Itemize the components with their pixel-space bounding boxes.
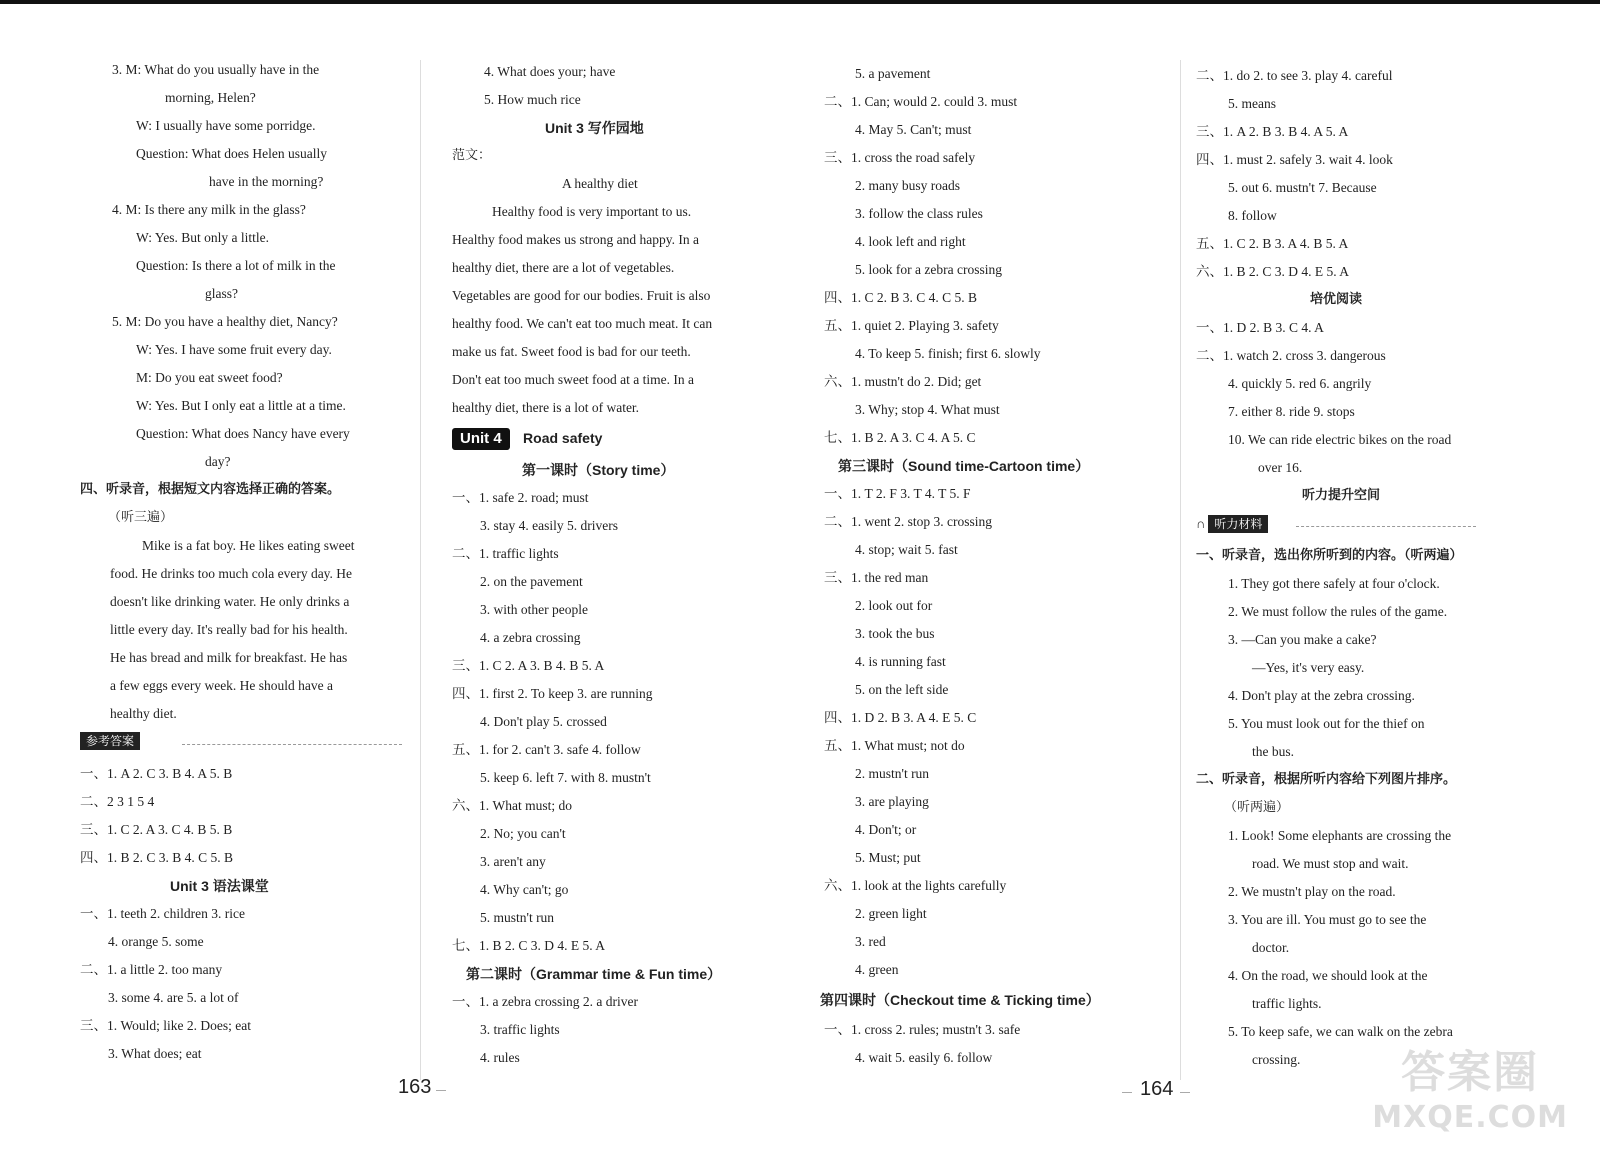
answer-line: 5. look for a zebra crossing: [855, 262, 1002, 277]
answer-line: 4. To keep 5. finish; first 6. slowly: [855, 346, 1041, 361]
top-border: [0, 0, 1600, 4]
answer-line: 5. means: [1228, 96, 1276, 111]
essay-line: make us fat. Sweet food is bad for our teeth.: [452, 344, 691, 359]
answer-line: 3. took the bus: [855, 626, 935, 641]
answer-line: 2. green light: [855, 906, 927, 921]
column-divider: [1180, 60, 1181, 1080]
answer-line: 二、1. watch 2. cross 3. dangerous: [1196, 348, 1386, 363]
answer-key-label: 参考答案: [80, 732, 140, 750]
answer-line: 7. either 8. ride 9. stops: [1228, 404, 1355, 419]
answer-line: 5. on the left side: [855, 682, 949, 697]
text-line: little every day. It's really bad for his health.: [110, 622, 348, 637]
watermark-logo: [1372, 1036, 1568, 1135]
answer-line: 一、1. safe 2. road; must: [452, 490, 589, 505]
answer-line: 七、1. B 2. A 3. C 4. A 5. C: [824, 430, 976, 445]
text-line: morning, Helen?: [165, 90, 256, 105]
listening-tag: [1196, 514, 1268, 542]
page-number-right: 164: [1140, 1078, 1174, 1100]
answer-line: 4. Don't play 5. crossed: [480, 714, 607, 729]
answer-line: 2. on the pavement: [480, 574, 583, 589]
answer-line: 五、1. What must; not do: [824, 738, 965, 753]
answer-line: 4. rules: [480, 1050, 520, 1065]
text-line: 5. To keep safe, we can walk on the zebra: [1228, 1024, 1453, 1039]
essay-line: Healthy food is very important to us.: [492, 204, 692, 219]
answer-line: 五、1. quiet 2. Playing 3. safety: [824, 318, 999, 333]
answer-line: 一、1. a zebra crossing 2. a driver: [452, 994, 638, 1009]
text-line: 5. M: Do you have a healthy diet, Nancy?: [112, 314, 338, 329]
answer-line: 3. with other people: [480, 602, 588, 617]
text-line: （听三遍）: [108, 510, 174, 525]
unit-heading: Unit 3 语法课堂: [170, 878, 269, 894]
text-line: M: Do you eat sweet food?: [136, 370, 283, 385]
page-number-dash: [1180, 1092, 1190, 1093]
answer-line: 5. How much rice: [484, 92, 581, 107]
text-line: Mike is a fat boy. He likes eating sweet: [142, 538, 355, 553]
answer-line: 2. look out for: [855, 598, 933, 613]
answer-line: 3. stay 4. easily 5. drivers: [480, 518, 618, 533]
answer-line: 4. Don't; or: [855, 822, 917, 837]
text-line: 2. We must follow the rules of the game.: [1228, 604, 1448, 619]
page-number-left: 163: [398, 1076, 432, 1098]
unit-4-badge: Unit 4: [452, 428, 510, 450]
answer-line: 六、1. B 2. C 3. D 4. E 5. A: [1196, 264, 1350, 279]
answer-line: 七、1. B 2. C 3. D 4. E 5. A: [452, 938, 606, 953]
answer-line: 二、1. went 2. stop 3. crossing: [824, 514, 992, 529]
text-line: day?: [205, 454, 231, 469]
text-line: Question: What does Helen usually: [136, 146, 327, 161]
text-line: traffic lights.: [1252, 996, 1322, 1011]
text-line: doesn't like drinking water. He only drinks a: [110, 594, 350, 609]
answer-line: 一、1. D 2. B 3. C 4. A: [1196, 320, 1324, 335]
text-line: W: Yes. But only a little.: [136, 230, 270, 245]
answer-line: 3. What does; eat: [108, 1046, 202, 1061]
text-line: the bus.: [1252, 744, 1294, 759]
essay-line: healthy food. We can't eat too much meat. It can: [452, 316, 713, 331]
essay-line: Healthy food makes us strong and happy. In a: [452, 232, 699, 247]
answer-line: 3. traffic lights: [480, 1022, 560, 1037]
text-line: 范文：: [452, 148, 492, 163]
answer-line: 4. quickly 5. red 6. angrily: [1228, 376, 1372, 391]
answer-line: 二、2 3 1 5 4: [80, 794, 155, 809]
answer-line: 一、1. teeth 2. children 3. rice: [80, 906, 245, 921]
answer-line: 三、1. cross the road safely: [824, 150, 976, 165]
text-line: 1. Look! Some elephants are crossing the: [1228, 828, 1452, 843]
essay-line: healthy diet, there are a lot of vegetables.: [452, 260, 675, 275]
answer-line: 六、1. What must; do: [452, 798, 572, 813]
answer-line: 2. many busy roads: [855, 178, 960, 193]
answer-line: 三、1. C 2. A 3. B 4. B 5. A: [452, 658, 605, 673]
answer-line: 四、1. first 2. To keep 3. are running: [452, 686, 653, 701]
section-heading: 二、听录音，根据所听内容给下列图片排序。: [1196, 772, 1457, 787]
lesson-heading: 第四课时（Checkout time & Ticking time）: [820, 992, 1100, 1008]
answer-line: 三、1. the red man: [824, 570, 929, 585]
text-line: 5. You must look out for the thief on: [1228, 716, 1425, 731]
text-line: crossing.: [1252, 1052, 1301, 1067]
text-line: food. He drinks too much cola every day. He: [110, 566, 353, 581]
watermark-bottom: MXQE.COM: [1372, 1100, 1568, 1135]
text-line: —Yes, it's very easy.: [1252, 660, 1365, 675]
listening-label: 听力材料: [1208, 515, 1268, 533]
text-line: healthy diet.: [110, 706, 177, 721]
answer-line: 三、1. C 2. A 3. C 4. B 5. B: [80, 822, 233, 837]
text-line: 3. —Can you make a cake?: [1228, 632, 1377, 647]
unit-4-title: Road safety: [523, 430, 603, 446]
lesson-heading: 第二课时（Grammar time & Fun time）: [466, 966, 722, 982]
section-heading: 一、听录音，选出你所听到的内容。（听两遍）: [1196, 548, 1463, 563]
section-heading: 培优阅读: [1310, 292, 1363, 307]
answer-line: 四、1. B 2. C 3. B 4. C 5. B: [80, 850, 234, 865]
lesson-heading: 第三课时（Sound time-Cartoon time）: [838, 458, 1090, 474]
answer-line: 二、1. do 2. to see 3. play 4. careful: [1196, 68, 1393, 83]
answer-line: 2. mustn't run: [855, 766, 930, 781]
answer-line: 一、1. T 2. F 3. T 4. T 5. F: [824, 486, 971, 501]
text-line: 4. M: Is there any milk in the glass?: [112, 202, 306, 217]
answer-line: 四、1. must 2. safely 3. wait 4. look: [1196, 152, 1393, 167]
answer-line: 4. stop; wait 5. fast: [855, 542, 958, 557]
answer-line: 六、1. mustn't do 2. Did; get: [824, 374, 982, 389]
text-line: 4. Don't play at the zebra crossing.: [1228, 688, 1415, 703]
answer-line: 4. is running fast: [855, 654, 946, 669]
answer-line: 一、1. cross 2. rules; mustn't 3. safe: [824, 1022, 1021, 1037]
text-line: 3. You are ill. You must go to see the: [1228, 912, 1427, 927]
tag-divider: [182, 744, 402, 745]
text-line: a few eggs every week. He should have a: [110, 678, 334, 693]
page-number-dash: [436, 1090, 446, 1091]
answer-line: 三、1. Would; like 2. Does; eat: [80, 1018, 252, 1033]
text-line: He has bread and milk for breakfast. He has: [110, 650, 348, 665]
answer-line: 4. Why can't; go: [480, 882, 569, 897]
text-line: 2. We mustn't play on the road.: [1228, 884, 1396, 899]
answer-line: 二、1. a little 2. too many: [80, 962, 223, 977]
answer-line: 四、1. C 2. B 3. C 4. C 5. B: [824, 290, 978, 305]
text-line: have in the morning?: [209, 174, 324, 189]
text-line: glass?: [205, 286, 238, 301]
answer-line: 一、1. A 2. C 3. B 4. A 5. B: [80, 766, 233, 781]
answer-line: 5. Must; put: [855, 850, 921, 865]
answer-line: 4. May 5. Can't; must: [855, 122, 972, 137]
text-line: 3. M: What do you usually have in the: [112, 62, 320, 77]
answer-line: 3. some 4. are 5. a lot of: [108, 990, 239, 1005]
text-line: 4. On the road, we should look at the: [1228, 968, 1428, 983]
text-line: doctor.: [1252, 940, 1290, 955]
answer-line: 二、1. traffic lights: [452, 546, 559, 561]
text-line: W: Yes. But I only eat a little at a time.: [136, 398, 346, 413]
text-line: （听两遍）: [1224, 800, 1290, 815]
answer-line: 2. No; you can't: [480, 826, 566, 841]
answer-line: over 16.: [1258, 460, 1303, 475]
essay-line: healthy diet, there is a lot of water.: [452, 400, 640, 415]
answer-line: 5. mustn't run: [480, 910, 555, 925]
answer-line: 4. look left and right: [855, 234, 966, 249]
text-line: Question: Is there a lot of milk in the: [136, 258, 336, 273]
answer-line: 4. green: [855, 962, 899, 977]
page-number-dash: [1122, 1092, 1132, 1093]
text-line: Question: What does Nancy have every: [136, 426, 350, 441]
answer-line: 3. red: [855, 934, 886, 949]
answer-line: 四、1. D 2. B 3. A 4. E 5. C: [824, 710, 977, 725]
answer-line: 3. are playing: [855, 794, 929, 809]
answer-line: 五、1. for 2. can't 3. safe 4. follow: [452, 742, 641, 757]
lesson-heading: 第一课时（Story time）: [522, 462, 675, 478]
answer-line: 4. What does your; have: [484, 64, 616, 79]
answer-line: 3. follow the class rules: [855, 206, 983, 221]
answer-line: 4. wait 5. easily 6. follow: [855, 1050, 993, 1065]
answer-line: 10. We can ride electric bikes on the road: [1228, 432, 1452, 447]
watermark-top: 答案圈: [1401, 1047, 1540, 1098]
text-line: 1. They got there safely at four o'clock.: [1228, 576, 1440, 591]
answer-line: 二、1. Can; would 2. could 3. must: [824, 94, 1018, 109]
answer-line: 3. aren't any: [480, 854, 546, 869]
answer-line: 六、1. look at the lights carefully: [824, 878, 1007, 893]
answer-line: 5. a pavement: [855, 66, 931, 81]
answer-line: 五、1. C 2. B 3. A 4. B 5. A: [1196, 236, 1349, 251]
answer-line: 3. Why; stop 4. What must: [855, 402, 1000, 417]
answer-line: 8. follow: [1228, 208, 1277, 223]
answer-line: 4. a zebra crossing: [480, 630, 581, 645]
answer-key-tag: [80, 730, 140, 758]
headphone-icon: ∩: [1196, 516, 1206, 531]
answer-line: 4. orange 5. some: [108, 934, 204, 949]
text-line: road. We must stop and wait.: [1252, 856, 1409, 871]
column-divider: [420, 60, 421, 1080]
text-line: W: I usually have some porridge.: [136, 118, 316, 133]
essay-line: Don't eat too much sweet food at a time. In a: [452, 372, 694, 387]
text-line: W: Yes. I have some fruit every day.: [136, 342, 332, 357]
answer-line: 5. out 6. mustn't 7. Because: [1228, 180, 1377, 195]
essay-title: A healthy diet: [562, 176, 638, 191]
essay-line: Vegetables are good for our bodies. Fruit is also: [452, 288, 711, 303]
unit-heading: Unit 3 写作园地: [545, 120, 644, 136]
answer-line: 5. keep 6. left 7. with 8. mustn't: [480, 770, 651, 785]
section-heading: 听力提升空间: [1302, 488, 1381, 503]
section-heading: 四、听录音，根据短文内容选择正确的答案。: [80, 482, 341, 497]
tag-divider: [1296, 526, 1476, 527]
unit-4-header: [452, 426, 602, 454]
answer-line: 三、1. A 2. B 3. B 4. A 5. A: [1196, 124, 1349, 139]
